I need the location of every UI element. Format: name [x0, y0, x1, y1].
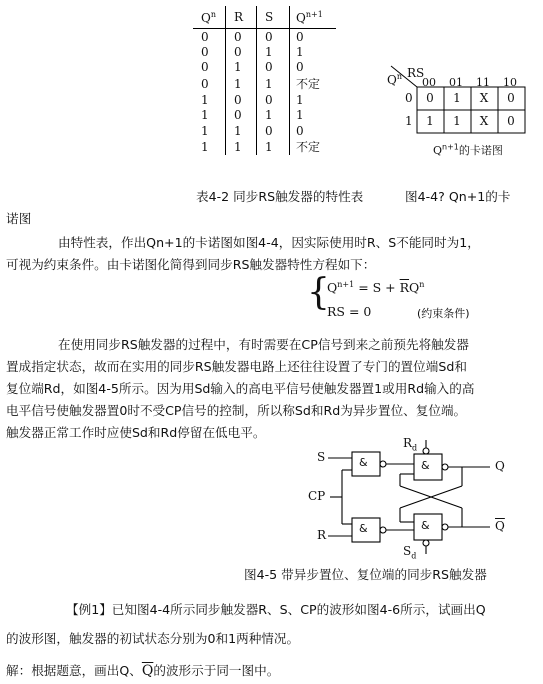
circuit-label-cp: CP [308, 489, 326, 503]
kmap-cell: 1 [453, 91, 461, 105]
truth-table-row [193, 92, 336, 107]
truth-table-cell: 0 [226, 29, 257, 45]
gate-and-2-symbol: & [359, 522, 368, 535]
header-qn1: Q [296, 10, 306, 25]
truth-table-row [193, 138, 336, 155]
paragraph2-line2: 置成指定状态，故而在实用的同步RS触发器电路上还往往设置了专门的置位端Sd和 [6, 359, 467, 374]
truth-table-cell: 0 [226, 44, 257, 59]
truth-table-cell: 0 [257, 123, 290, 138]
kmap-corner-rs: RS [407, 66, 425, 80]
paragraph1-line1: 由特性表，作出Qn+1的卡诺图如图4-4，因实际使用时R、S不能同时为1， [58, 235, 480, 250]
paragraph2-line1: 在使用同步RS触发器的过程中，有时需要在CP信号到来之前预先将触发器 [58, 337, 469, 352]
kmap-col-00: 00 [422, 76, 436, 89]
truth-table-cell: 1 [226, 138, 257, 155]
kmap-col-11: 11 [476, 76, 490, 89]
truth-table-cell: 1 [193, 108, 226, 123]
truth-table-cell: 0 [193, 60, 226, 75]
circuit-label-s: S [317, 450, 326, 464]
karnaugh-map [385, 64, 535, 174]
truth-table-row [193, 29, 336, 45]
kmap-row-1: 1 [405, 114, 413, 128]
truth-table-cell: 1 [257, 44, 290, 59]
truth-table-row [193, 44, 336, 59]
characteristic-equation [307, 272, 507, 326]
truth-table-row [193, 75, 336, 92]
solution-line: 解：根据题意，画出Q、$\overline{Q}$的波形示于同一图中。 [6, 663, 280, 679]
gate-and-1-symbol: & [359, 456, 368, 469]
paragraph2-line4: 电平信号使触发器置0时不受CP信号的控制，所以称Sd和Rd为异步置位、复位端。 [6, 403, 467, 418]
truth-table-cell: 1 [193, 138, 226, 155]
truth-table-cell: 1 [257, 75, 290, 92]
truth-table-cell: 1 [193, 92, 226, 107]
circuit-label-rd: $R_d$ [403, 436, 418, 453]
truth-table-cell: 1 [226, 123, 257, 138]
example-line1: 【例1】已知图4-4所示同步触发器R、S、CP的波形如图4-6所示，试画出Q [66, 602, 486, 617]
truth-table-cell: 1 [296, 108, 304, 123]
truth-table-cell: 1 [226, 75, 257, 92]
truth-table-cell: 1 [193, 123, 226, 138]
truth-table-cell: 1 [257, 138, 290, 155]
truth-table-row [193, 123, 336, 138]
kmap-cell: 1 [426, 114, 434, 128]
equation-note: (约束条件) [417, 307, 470, 320]
kmap-cell: 1 [453, 114, 461, 128]
truth-table-cell: 不定 [296, 77, 321, 92]
truth-table-header: $Q^n$ R S $Q^{n+1}$ [193, 6, 336, 29]
example-line2: 的波形图，触发器的初试状态分别为0和1两种情况。 [6, 631, 300, 646]
gate-and-4-symbol: & [421, 519, 430, 532]
truth-table-cell: 0 [226, 92, 257, 107]
truth-table-cell: 0 [257, 92, 290, 107]
circuit-label-q: Q [495, 459, 505, 473]
truth-table-cell: 0 [296, 123, 304, 138]
kmap-cell: 0 [507, 114, 515, 128]
kmap-cell: X [479, 114, 489, 128]
truth-table-cell: 0 [193, 44, 226, 59]
rs-flipflop-circuit [308, 436, 513, 561]
header-s: S [257, 6, 290, 29]
truth-table-cell: 0 [257, 60, 290, 75]
kmap-corner-q: $Q^n$ [387, 72, 402, 87]
truth-table-cell: 0 [226, 108, 257, 123]
truth-table-cell: 0 [193, 29, 226, 45]
kmap-col-01: 01 [449, 76, 463, 89]
gate-and-3-symbol: & [421, 459, 430, 472]
kmap-title: $Q^{n+1}$的卡诺图 [433, 142, 503, 157]
truth-table-row [193, 108, 336, 123]
circuit-label-qbar: $\overline{Q}$ [495, 519, 505, 533]
circuit-label-r: R [317, 528, 327, 542]
truth-table-cell: 不定 [296, 140, 321, 155]
kmap-cell: X [479, 91, 489, 105]
equation-brace: { [307, 272, 330, 313]
truth-table-caption: 表4-2 同步RS触发器的特性表 [196, 189, 364, 204]
truth-table-cell: 1 [296, 45, 304, 60]
truth-table-cell: 1 [296, 92, 304, 107]
equation-line2: RS = 0 [327, 304, 372, 319]
kmap-row-0: 0 [405, 91, 413, 105]
truth-table [193, 6, 351, 155]
truth-table-cell: 0 [296, 60, 304, 75]
truth-table-cell: 1 [226, 60, 257, 75]
kmap-caption-line1: 图4-4? Qn+1的卡 [405, 189, 511, 204]
kmap-cell: 0 [426, 91, 434, 105]
truth-table-cell: 0 [296, 29, 304, 44]
kmap-col-10: 10 [503, 76, 517, 89]
truth-table-cell: 0 [193, 75, 226, 92]
equation-line1: $Q^{n+1} = S + \overline{R}Q^n$ [327, 280, 425, 296]
circuit-label-sd: $S_d$ [403, 544, 417, 561]
truth-table-cell: 1 [257, 108, 290, 123]
truth-table-row [193, 60, 336, 75]
paragraph1-line2: 可视为约束条件。由卡诺图化简得到同步RS触发器特性方程如下： [6, 257, 376, 272]
header-qn: Q [201, 10, 211, 25]
paragraph2-line3: 复位端Rd，如图4-5所示。因为用Sd输入的高电平信号使触发器置1或用Rd输入的高 [6, 381, 475, 396]
paragraph2-line5: 触发器正常工作时应使Sd和Rd停留在低电平。 [6, 425, 266, 440]
header-r: R [226, 6, 257, 29]
truth-table-cell: 0 [257, 29, 290, 45]
kmap-caption-line2: 诺图 [6, 211, 32, 226]
circuit-caption: 图4-5 带异步置位、复位端的同步RS触发器 [244, 567, 487, 582]
circuit-wires [308, 440, 513, 561]
kmap-cell: 0 [507, 91, 515, 105]
